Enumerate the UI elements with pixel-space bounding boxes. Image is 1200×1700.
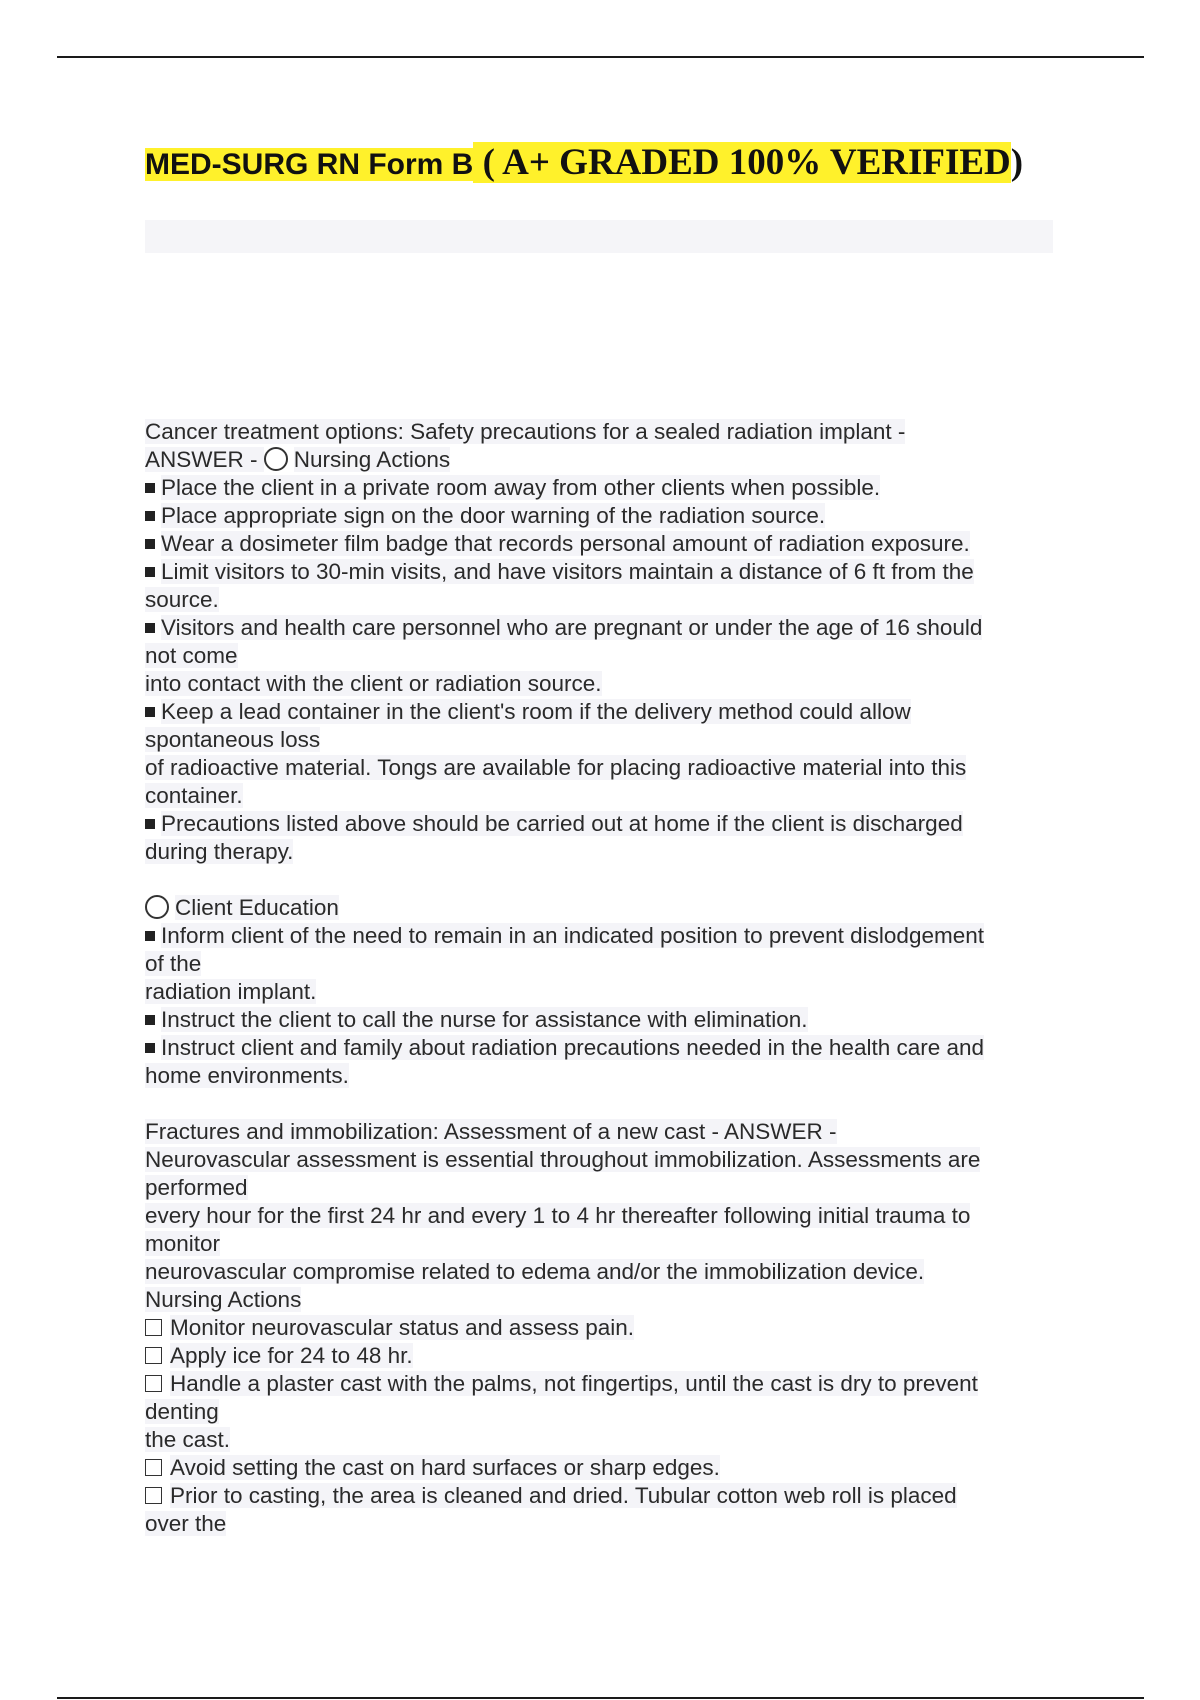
list-item xyxy=(145,1202,1055,1230)
square-bullet-icon xyxy=(145,707,155,717)
paragraph-gap xyxy=(145,866,1055,894)
list-item-text: of radioactive material. Tongs are available for placing radioactive material into this xyxy=(145,755,967,780)
question-text: Cancer treatment options: Safety precautions for a sealed radiation implant - xyxy=(145,419,906,444)
section-radiation-implant xyxy=(145,418,1055,1090)
answer-line xyxy=(145,446,1055,474)
header-rule xyxy=(57,56,1144,58)
list-item-text: Instruct client and family about radiation precautions needed in the health care and xyxy=(161,1035,985,1060)
list-item xyxy=(145,530,1055,558)
client-education-heading: Client Education xyxy=(175,895,339,920)
square-bullet-icon xyxy=(145,539,155,549)
list-item xyxy=(145,1426,1055,1454)
list-item xyxy=(145,502,1055,530)
list-item xyxy=(145,670,1055,698)
list-item-text: Wear a dosimeter film badge that records personal amount of radiation exposure. xyxy=(161,531,970,556)
list-item xyxy=(145,754,1055,782)
list-item xyxy=(145,950,1055,978)
list-item-text: neurovascular compromise related to edema and/or the immobilization device. xyxy=(145,1259,925,1284)
square-bullet-icon xyxy=(145,483,155,493)
title-close: ) xyxy=(1010,142,1024,183)
list-item-text: during therapy. xyxy=(145,839,294,864)
paragraph-gap xyxy=(145,1090,1055,1118)
list-item xyxy=(145,782,1055,810)
list-item-text: into contact with the client or radiation source. xyxy=(145,671,602,696)
list-item-text: spontaneous loss xyxy=(145,727,321,752)
checkbox-bullet-icon xyxy=(145,1319,162,1336)
list-item xyxy=(145,810,1055,838)
list-item xyxy=(145,1230,1055,1258)
list-item-text: Limit visitors to 30-min visits, and have visitors maintain a distance of 6 ft from the xyxy=(161,559,974,584)
list-item xyxy=(145,642,1055,670)
document-title xyxy=(145,143,1023,185)
checkbox-bullet-icon xyxy=(145,1459,162,1476)
list-item xyxy=(145,838,1055,866)
list-item xyxy=(145,1314,1055,1342)
list-item xyxy=(145,726,1055,754)
list-item-text: Place the client in a private room away from other clients when possible. xyxy=(161,475,881,500)
list-item-text: Instruct the client to call the nurse for assistance with elimination. xyxy=(161,1007,808,1032)
list-item xyxy=(145,1286,1055,1314)
list-item xyxy=(145,1370,1055,1398)
list-item xyxy=(145,1510,1055,1538)
list-item xyxy=(145,1118,1055,1146)
list-item xyxy=(145,1006,1055,1034)
square-bullet-icon xyxy=(145,623,155,633)
list-item-text: Keep a lead container in the client's room if the delivery method could allow xyxy=(161,699,911,724)
list-item-text: source. xyxy=(145,587,219,612)
list-item xyxy=(145,1398,1055,1426)
client-education-list xyxy=(145,922,1055,1090)
square-bullet-icon xyxy=(145,819,155,829)
section-new-cast xyxy=(145,1118,1055,1538)
checkbox-bullet-icon xyxy=(145,1347,162,1364)
list-item-text: over the xyxy=(145,1511,227,1536)
list-item-text: Neurovascular assessment is essential throughout immobilization. Assessments are xyxy=(145,1147,981,1172)
list-item xyxy=(145,1174,1055,1202)
list-item-text: home environments. xyxy=(145,1063,349,1088)
circle-bullet-icon xyxy=(264,447,288,471)
list-item xyxy=(145,1062,1055,1090)
footer-rule xyxy=(57,1697,1144,1699)
square-bullet-icon xyxy=(145,1015,155,1025)
list-item-text: monitor xyxy=(145,1231,221,1256)
list-item-text: the cast. xyxy=(145,1427,231,1452)
checkbox-bullet-icon xyxy=(145,1375,162,1392)
list-item xyxy=(145,558,1055,586)
list-item xyxy=(145,1034,1055,1062)
list-item-text: Fractures and immobilization: Assessment of a new cast - ANSWER - xyxy=(145,1119,837,1144)
shaded-blank-band xyxy=(145,220,1053,253)
square-bullet-icon xyxy=(145,511,155,521)
list-item xyxy=(145,922,1055,950)
question-line xyxy=(145,418,1055,446)
circle-bullet-icon xyxy=(145,895,169,919)
list-item-text: Avoid setting the cast on hard surfaces or sharp edges. xyxy=(170,1455,720,1480)
list-item xyxy=(145,1258,1055,1286)
list-item-text: Inform client of the need to remain in an indicated position to prevent dislodgement xyxy=(161,923,984,948)
list-item xyxy=(145,1146,1055,1174)
list-item-text: performed xyxy=(145,1175,248,1200)
nursing-actions-heading: Nursing Actions xyxy=(293,447,451,472)
list-item-text: Place appropriate sign on the door warning of the radiation source. xyxy=(161,503,826,528)
list-item-text: Visitors and health care personnel who are pregnant or under the age of 16 should xyxy=(161,615,983,640)
list-item-text: of the xyxy=(145,951,202,976)
list-item-text: container. xyxy=(145,783,243,808)
square-bullet-icon xyxy=(145,931,155,941)
list-item-text: radiation implant. xyxy=(145,979,317,1004)
list-item-text: Precautions listed above should be carried out at home if the client is discharged xyxy=(161,811,963,836)
square-bullet-icon xyxy=(145,567,155,577)
list-item-text: Nursing Actions xyxy=(145,1287,302,1312)
list-item xyxy=(145,978,1055,1006)
client-education-line xyxy=(145,894,1055,922)
list-item xyxy=(145,698,1055,726)
answer-label: ANSWER - xyxy=(145,447,264,472)
title-grade: ( A+ GRADED 100% VERIFIED xyxy=(473,142,1011,183)
nursing-actions-list xyxy=(145,474,1055,866)
square-bullet-icon xyxy=(145,1043,155,1053)
list-item xyxy=(145,1342,1055,1370)
list-item xyxy=(145,474,1055,502)
list-item-text: Handle a plaster cast with the palms, not fingertips, until the cast is dry to prevent xyxy=(170,1371,978,1396)
list-item-text: denting xyxy=(145,1399,219,1424)
list-item-text: every hour for the first 24 hr and every 1 to 4 hr thereafter following initial trauma to xyxy=(145,1203,971,1228)
list-item-text: Apply ice for 24 to 48 hr. xyxy=(170,1343,413,1368)
list-item-text: Monitor neurovascular status and assess pain. xyxy=(170,1315,634,1340)
list-item xyxy=(145,1482,1055,1510)
document-body xyxy=(145,418,1055,1538)
list-item-text: not come xyxy=(145,643,238,668)
list-item xyxy=(145,614,1055,642)
title-main: MED-SURG RN Form B xyxy=(145,148,474,181)
list-item xyxy=(145,1454,1055,1482)
list-item-text: Prior to casting, the area is cleaned and dried. Tubular cotton web roll is placed xyxy=(170,1483,957,1508)
checkbox-bullet-icon xyxy=(145,1487,162,1504)
list-item xyxy=(145,586,1055,614)
